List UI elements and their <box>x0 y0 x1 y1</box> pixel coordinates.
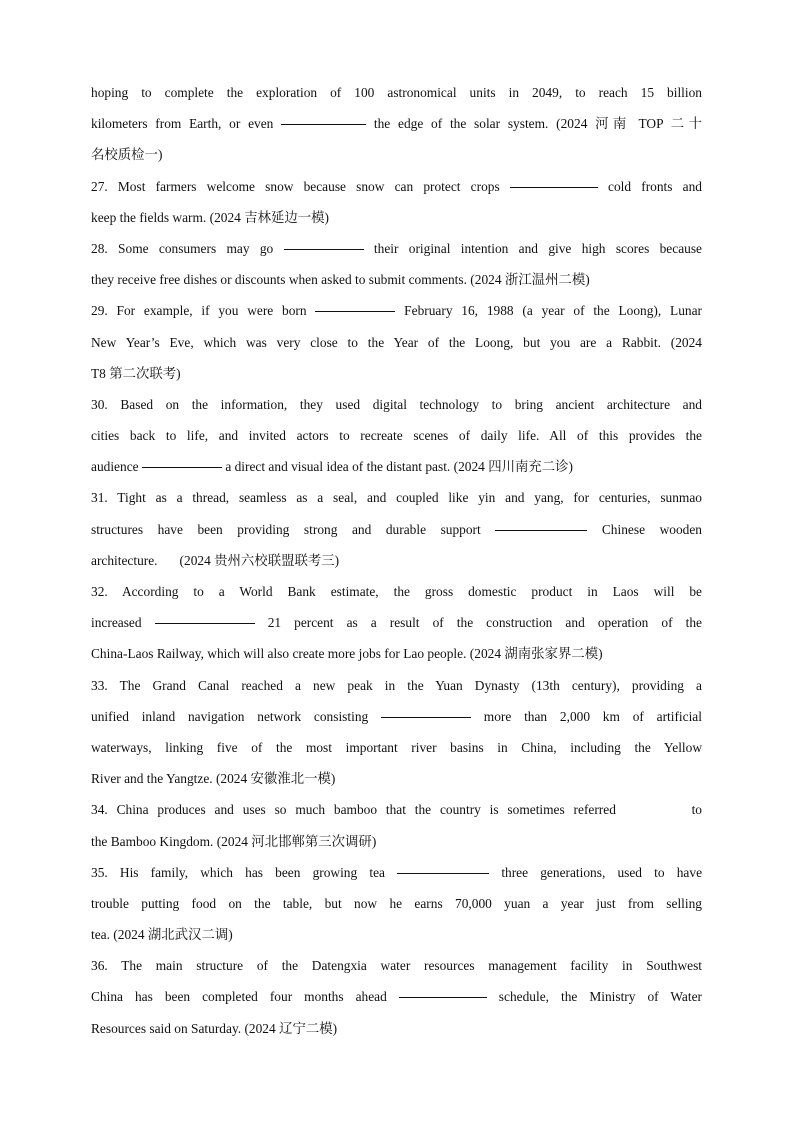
answer-blank[interactable] <box>142 466 222 468</box>
question-27: 27. Most farmers welcome snow because snow can protect crops cold fronts and <box>91 178 702 194</box>
answer-blank[interactable] <box>510 186 598 188</box>
question-28: 28. Some consumers may go their original intention and give high scores because <box>91 240 702 256</box>
question-33: 33. The Grand Canal reached a new peak in the Yuan Dynasty (13th century), providing a <box>91 677 702 693</box>
answer-blank[interactable] <box>397 872 489 874</box>
text-line: China has been completed four months ahead schedule, the Ministry of Water <box>91 989 702 1005</box>
text-line: hoping to complete the exploration of 100 astronomical units in 2049, to reach 15 billion <box>91 85 702 100</box>
question-32: 32. According to a World Bank estimate, the gross domestic product in Laos will be <box>91 584 702 599</box>
text-line: kilometers from Earth, or even the edge of the solar system. (2024 河南 TOP 二十 <box>91 116 702 132</box>
question-36: 36. The main structure of the Datengxia water resources management facility in Southwest <box>91 958 702 974</box>
question-35: 35. His family, which has been growing tea three generations, used to have <box>91 864 702 880</box>
question-34: 34. China produces and uses so much bamboo that the country is sometimes referred to <box>91 802 702 818</box>
question-29: 29. For example, if you were born February 16, 1988 (a year of the Loong), Lunar <box>91 303 702 319</box>
text-line: audience a direct and visual idea of the distant past. (2024 四川南充二诊) <box>91 459 574 475</box>
text-line: New Year’s Eve, which was very close to the Year of the Loong, but you are a Rabbit. (2024 <box>91 334 702 350</box>
question-31: 31. Tight as a thread, seamless as a seal, and coupled like yin and yang, for centuries, sunmao <box>91 490 702 506</box>
answer-blank[interactable] <box>315 310 395 312</box>
text-line: Resources said on Saturday. (2024 辽宁二模) <box>91 1020 338 1036</box>
document-page <box>91 77 702 1044</box>
text-line: 名校质检一) <box>91 147 163 163</box>
text-line: unified inland navigation network consisting more than 2,000 km of artificial <box>91 708 702 724</box>
answer-blank[interactable] <box>284 248 364 250</box>
answer-blank[interactable] <box>281 123 366 125</box>
text-line: structures have been providing strong and durable support Chinese wooden <box>91 521 702 537</box>
text-line: trouble putting food on the table, but now he earns 70,000 yuan a year just from selling <box>91 895 702 911</box>
text-line: China-Laos Railway, which will also create more jobs for Lao people. (2024 湖南张家界二模) <box>91 646 603 662</box>
answer-blank[interactable] <box>155 622 255 624</box>
answer-blank[interactable] <box>399 996 487 998</box>
text-line: River and the Yangtze. (2024 安徽淮北一模) <box>91 771 336 787</box>
text-line: architecture. (2024 贵州六校联盟联考三) <box>91 552 340 568</box>
text-line: cities back to life, and invited actors to recreate scenes of daily life. All of this provides the <box>91 428 702 444</box>
text-line: T8 第二次联考) <box>91 365 181 381</box>
text-line: increased 21 percent as a result of the construction and operation of the <box>91 615 702 631</box>
answer-blank[interactable] <box>381 716 471 718</box>
text-line: they receive free dishes or discounts when asked to submit comments. (2024 浙江温州二模) <box>91 272 590 288</box>
answer-blank[interactable] <box>495 529 587 531</box>
text-line: tea. (2024 湖北武汉二调) <box>91 927 233 943</box>
question-30: 30. Based on the information, they used digital technology to bring ancient architecture and <box>91 396 702 412</box>
text-line: the Bamboo Kingdom. (2024 河北邯郸第三次调研) <box>91 833 377 849</box>
text-line: keep the fields warm. (2024 吉林延边一模) <box>91 209 330 225</box>
text-line: waterways, linking five of the most important river basins in China, including the Yellow <box>91 739 702 755</box>
